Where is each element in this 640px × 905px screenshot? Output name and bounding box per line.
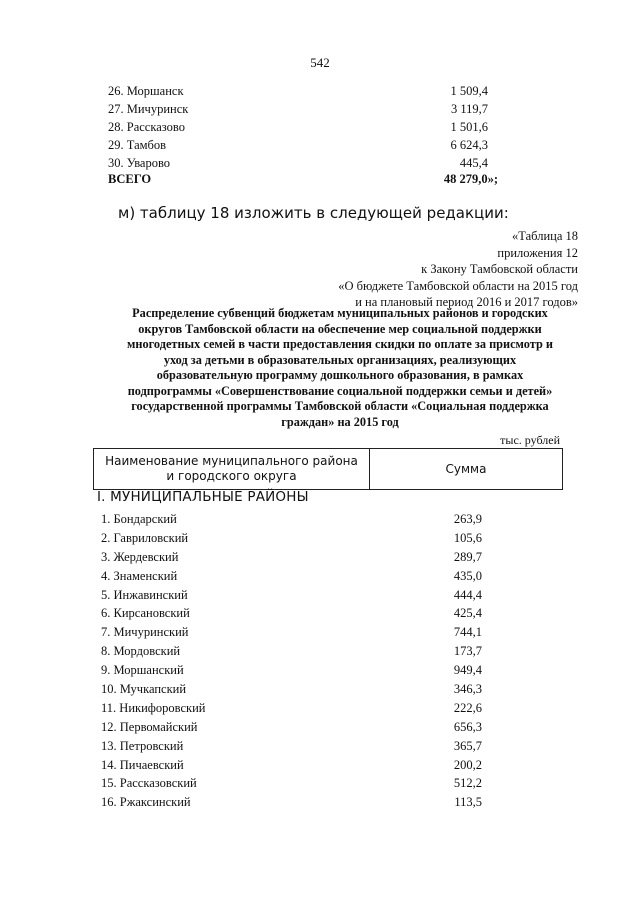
district-value: 435,0	[453, 568, 482, 583]
title-line: граждан» на 2015 год	[281, 414, 399, 429]
header-line: и городского округа	[166, 469, 297, 483]
table-row	[101, 642, 482, 661]
row-value: 445,4	[459, 156, 488, 170]
row-value: 1 509,4	[450, 84, 488, 98]
table-row	[101, 586, 482, 605]
list-item	[108, 136, 488, 154]
unit-label: тыс. рублей	[500, 433, 560, 447]
district-name: 11. Никифоровский	[101, 700, 206, 715]
district-value: 113,5	[454, 795, 482, 810]
district-value: 173,7	[453, 644, 482, 659]
list-item	[108, 154, 488, 172]
district-name: 7. Мичуринский	[101, 625, 189, 640]
district-value: 512,2	[453, 776, 482, 791]
districts-list	[101, 510, 482, 812]
table-row	[101, 510, 482, 529]
district-name: 15. Рассказовский	[101, 776, 197, 791]
table-caption	[338, 228, 578, 311]
district-name: 14. Пичаевский	[101, 757, 184, 772]
table-row	[101, 604, 482, 623]
table-row	[101, 699, 482, 718]
row-name: 29. Тамбов	[108, 138, 167, 152]
list-item	[108, 118, 488, 136]
district-name: 13. Петровский	[101, 738, 184, 753]
district-name: 12. Первомайский	[101, 719, 198, 734]
district-value: 200,2	[453, 757, 482, 772]
table-row	[101, 737, 482, 756]
district-value: 425,4	[453, 606, 482, 621]
district-name: 16. Ржаксинский	[101, 795, 191, 810]
table-row	[101, 567, 482, 586]
row-value: 3 119,7	[450, 102, 488, 116]
district-name: 9. Моршанский	[101, 663, 184, 678]
district-name: 2. Гавриловский	[101, 530, 189, 545]
document-title	[100, 306, 580, 430]
header-sum-column: Сумма	[445, 461, 487, 476]
district-name: 6. Кирсановский	[101, 606, 190, 621]
caption-line: приложения 12	[497, 245, 578, 260]
caption-line: «Таблица 18	[512, 229, 578, 243]
caption-line: и на плановый период 2016 и 2017 годов»	[355, 295, 578, 309]
total-label: ВСЕГО	[108, 172, 152, 186]
table-row	[101, 529, 482, 548]
table-row	[101, 680, 482, 699]
title-line: образовательную программу дошкольного образования, в рамках	[156, 368, 524, 382]
table-row	[101, 793, 482, 812]
table-row	[101, 774, 482, 793]
table-row	[101, 661, 482, 680]
table-row	[101, 756, 482, 775]
district-name: 5. Инжавинский	[101, 587, 188, 602]
table-row	[101, 623, 482, 642]
district-name: 1. Бондарский	[101, 512, 177, 526]
district-value: 365,7	[453, 738, 482, 753]
district-value: 222,6	[453, 700, 482, 715]
district-name: 8. Мордовский	[101, 644, 181, 659]
table-row	[101, 548, 482, 567]
table-row	[101, 718, 482, 737]
row-name: 26. Моршанск	[108, 84, 184, 98]
row-name: 30. Уварово	[108, 156, 171, 170]
title-line: уход за детьми в образовательных организациях, реализующих	[163, 352, 517, 367]
header-line: Наименование муниципального района	[105, 454, 358, 468]
row-value: 6 624,3	[450, 138, 488, 152]
district-value: 444,4	[453, 587, 482, 602]
row-name: 28. Рассказово	[108, 120, 185, 134]
title-line: многодетных семей в части предоставления скидки по оплате за присмотр и	[127, 337, 553, 351]
top-list	[108, 82, 488, 172]
title-line: государственной программы Тамбовской области «Социальная поддержка	[131, 399, 549, 413]
district-value: 346,3	[453, 682, 482, 697]
instruction-text: м) таблицу 18 изложить в следующей редакции:	[118, 204, 509, 222]
title-line: Распределение субвенций бюджетам муниципальных районов и городских	[132, 306, 548, 320]
district-value: 949,4	[453, 663, 482, 678]
row-value: 1 501,6	[450, 120, 488, 134]
title-line: округов Тамбовской области на обеспечение мер социальной поддержки	[138, 321, 542, 336]
district-value: 105,6	[453, 530, 482, 545]
row-name: 27. Мичуринск	[108, 102, 189, 116]
header-name-column	[94, 449, 370, 489]
title-line: подпрограммы «Совершенствование социальной поддержки семьи и детей»	[127, 383, 553, 398]
total-row	[108, 172, 498, 190]
district-value: 744,1	[453, 625, 482, 640]
district-name: 4. Знаменский	[101, 568, 178, 583]
list-item	[108, 100, 488, 118]
page-number: 542	[310, 55, 330, 70]
district-name: 3. Жердевский	[101, 549, 179, 564]
table-header	[93, 448, 563, 490]
list-item	[108, 82, 488, 100]
district-name: 10. Мучкапский	[101, 682, 187, 697]
district-value: 263,9	[453, 512, 482, 526]
district-value: 289,7	[453, 549, 482, 564]
section-title: I. МУНИЦИПАЛЬНЫЕ РАЙОНЫ	[97, 489, 309, 505]
caption-line: «О бюджете Тамбовской области на 2015 год	[338, 278, 578, 293]
caption-line: к Закону Тамбовской области	[421, 262, 578, 276]
district-value: 656,3	[453, 719, 482, 734]
total-value: 48 279,0»;	[443, 172, 498, 186]
